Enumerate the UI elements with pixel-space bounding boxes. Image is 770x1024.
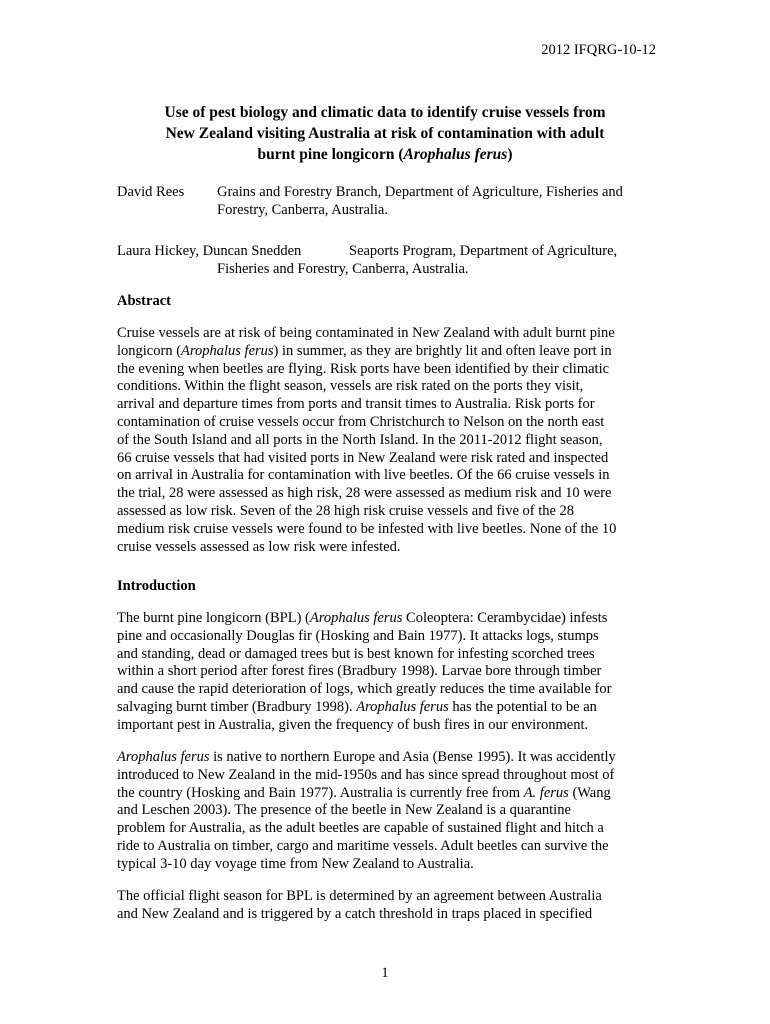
author-affiliation: Seaports Program, Department of Agriculture, — [349, 243, 618, 259]
author-affiliation: Forestry, Canberra, Australia. — [217, 202, 388, 218]
document-reference: 2012 IFQRG-10-12 — [541, 42, 656, 58]
intro-paragraph: Arophalus ferus is native to northern Europe and Asia (Bense 1995). It was accidently introduced to New Zealand in the mid-1950s and has since spread throughout most of the country (Hosking and Bain 1977). Australia is currently free from A. ferus (Wang and Leschen 2003). The presence of the beetle in New Zealand is a quarantine problem for Australia, as the adult beetles are capable of sustained flight and hitch a ride to Australia on timber, cargo and maritime vessels. Adult beetles can survive the typical 3-10 day voyage time from New Zealand to Australia. — [117, 749, 616, 872]
title-line: New Zealand visiting Australia at risk of contamination with adult — [165, 125, 605, 142]
abstract-paragraph: Cruise vessels are at risk of being contaminated in New Zealand with adult burnt pine longicorn (Arophalus ferus) in summer, as they are brightly lit and often leave port in the evening when beetles are flying. Risk ports have been identified by their climatic conditions. Within the flight season, vessels are risk rated on the ports they visit, arrival and departure times from ports and transit times to Australia. Risk ports for contamination of cruise vessels occur from Christchurch to Nelson on the north east of the South Island and all ports in the North Island. In the 2011-2012 flight season, 66 cruise vessels that had visited ports in New Zealand were risk rated and inspected on arrival in Australia for contamination with live beetles. Of the 66 cruise vessels in the trial, 28 were assessed as high risk, 28 were assessed as medium risk and 10 were assessed as low risk. Seven of the 28 high risk cruise vessels and five of the 28 medium risk cruise vessels were found to be infested with live beetles. None of the 10 cruise vessels assessed as low risk were infested. — [117, 325, 617, 555]
author-block — [117, 242, 617, 278]
species-name: Arophalus ferus — [117, 749, 210, 765]
author-block — [117, 183, 623, 219]
author-affiliation: Fisheries and Forestry, Canberra, Australia. — [217, 261, 469, 277]
author-affiliation: Grains and Forestry Branch, Department of Agriculture, Fisheries and — [217, 184, 623, 200]
introduction-heading: Introduction — [117, 578, 196, 594]
title-line: burnt pine longicorn (Arophalus ferus) — [257, 146, 513, 163]
paper-title — [117, 102, 653, 165]
species-name: A. ferus — [523, 784, 569, 801]
abstract-heading: Abstract — [117, 293, 171, 309]
species-name: Arophalus ferus — [181, 342, 274, 359]
title-line: Use of pest biology and climatic data to identify cruise vessels from — [164, 104, 606, 121]
species-name: Arophalus ferus — [356, 698, 449, 715]
author-name: David Rees — [117, 184, 185, 200]
species-name: Arophalus ferus — [309, 610, 403, 626]
species-name: Arophalus ferus — [403, 146, 508, 163]
author-name: Laura Hickey, Duncan Snedden — [117, 243, 302, 259]
intro-paragraph: The official flight season for BPL is determined by an agreement between Australia and New Zealand and is triggered by a catch threshold in traps placed in specified — [117, 888, 602, 922]
page-number: 1 — [381, 965, 389, 981]
intro-paragraph: The burnt pine longicorn (BPL) (Arophalus ferus Coleoptera: Cerambycidae) infests pine and occasionally Douglas fir (Hosking and Bain 1977). It attacks logs, stumps and standing, dead or damaged trees but is best known for infesting scorched trees within a short period after forest fires (Bradbury 1998). Larvae bore through timber and cause the rapid deterioration of logs, which greatly reduces the time available for salvaging burnt timber (Bradbury 1998). Arophalus ferus has the potential to be an important pest in Australia, given the frequency of bush fires in our environment. — [117, 610, 612, 733]
